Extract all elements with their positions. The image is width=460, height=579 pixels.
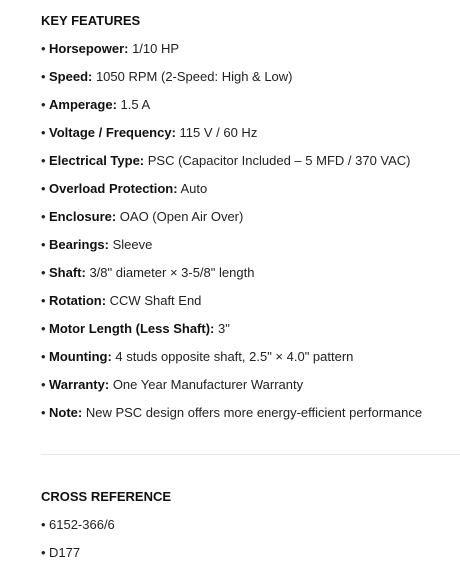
cross-reference-part-number: 6152-366/6	[49, 517, 115, 532]
feature-label: Motor Length (Less Shaft):	[49, 321, 215, 336]
bullet: •	[41, 209, 46, 224]
cross-reference-heading: CROSS REFERENCE	[41, 489, 172, 504]
cross-reference-part-number: D177	[49, 545, 81, 560]
feature-item-voltage-frequency	[41, 125, 422, 153]
feature-value: 3/8" diameter × 3-5/8" length	[85, 265, 255, 280]
feature-item-warranty	[41, 377, 422, 405]
feature-label: Note:	[49, 405, 83, 420]
feature-value: CCW Shaft End	[106, 293, 202, 308]
feature-item-shaft	[41, 265, 422, 293]
feature-value: Auto	[177, 181, 208, 196]
feature-item-electrical-type	[41, 153, 422, 181]
bullet: •	[41, 181, 46, 196]
cross-reference-item	[41, 545, 115, 573]
bullet: •	[41, 349, 46, 364]
feature-value: 1050 RPM (2-Speed: High & Low)	[92, 69, 293, 84]
feature-item-speed	[41, 69, 422, 97]
bullet: •	[41, 321, 46, 336]
feature-item-horsepower	[41, 41, 422, 69]
feature-value: Sleeve	[108, 237, 153, 252]
feature-value: New PSC design offers more energy-efficient performance	[82, 405, 423, 420]
feature-value: 115 V / 60 Hz	[175, 125, 258, 140]
key-features-heading: KEY FEATURES	[41, 13, 141, 28]
feature-label: Overload Protection:	[49, 181, 178, 196]
feature-item-motor-length	[41, 321, 422, 349]
feature-item-rotation	[41, 293, 422, 321]
bullet: •	[41, 265, 46, 280]
feature-item-bearings	[41, 237, 422, 265]
cross-reference-list	[41, 517, 115, 573]
feature-value: 1.5 A	[116, 97, 151, 112]
feature-label: Mounting:	[49, 349, 112, 364]
feature-item-note	[41, 405, 422, 433]
feature-label: Horsepower:	[49, 41, 129, 56]
feature-value: 1/10 HP	[128, 41, 180, 56]
bullet: •	[41, 545, 46, 560]
feature-label: Bearings:	[49, 237, 109, 252]
bullet: •	[41, 97, 46, 112]
bullet: •	[41, 125, 46, 140]
section-divider	[41, 454, 460, 455]
feature-value: 3"	[214, 321, 230, 336]
bullet: •	[41, 153, 46, 168]
feature-label: Amperage:	[49, 97, 117, 112]
feature-item-amperage	[41, 97, 422, 125]
feature-label: Speed:	[49, 69, 93, 84]
feature-item-enclosure	[41, 209, 422, 237]
cross-reference-item	[41, 517, 115, 545]
bullet: •	[41, 517, 46, 532]
key-features-list	[41, 41, 422, 433]
feature-label: Warranty:	[49, 377, 110, 392]
bullet: •	[41, 405, 46, 420]
feature-value: OAO (Open Air Over)	[116, 209, 244, 224]
bullet: •	[41, 237, 46, 252]
bullet: •	[41, 293, 46, 308]
feature-value: PSC (Capacitor Included – 5 MFD / 370 VAC)	[144, 153, 411, 168]
feature-label: Shaft:	[49, 265, 86, 280]
bullet: •	[41, 377, 46, 392]
feature-label: Enclosure:	[49, 209, 117, 224]
feature-label: Voltage / Frequency:	[49, 125, 176, 140]
feature-item-mounting	[41, 349, 422, 377]
bullet: •	[41, 41, 46, 56]
feature-item-overload-protection	[41, 181, 422, 209]
bullet: •	[41, 69, 46, 84]
feature-value: One Year Manufacturer Warranty	[109, 377, 304, 392]
feature-label: Rotation:	[49, 293, 107, 308]
feature-value: 4 studs opposite shaft, 2.5" × 4.0" pattern	[111, 349, 354, 364]
feature-label: Electrical Type:	[49, 153, 145, 168]
